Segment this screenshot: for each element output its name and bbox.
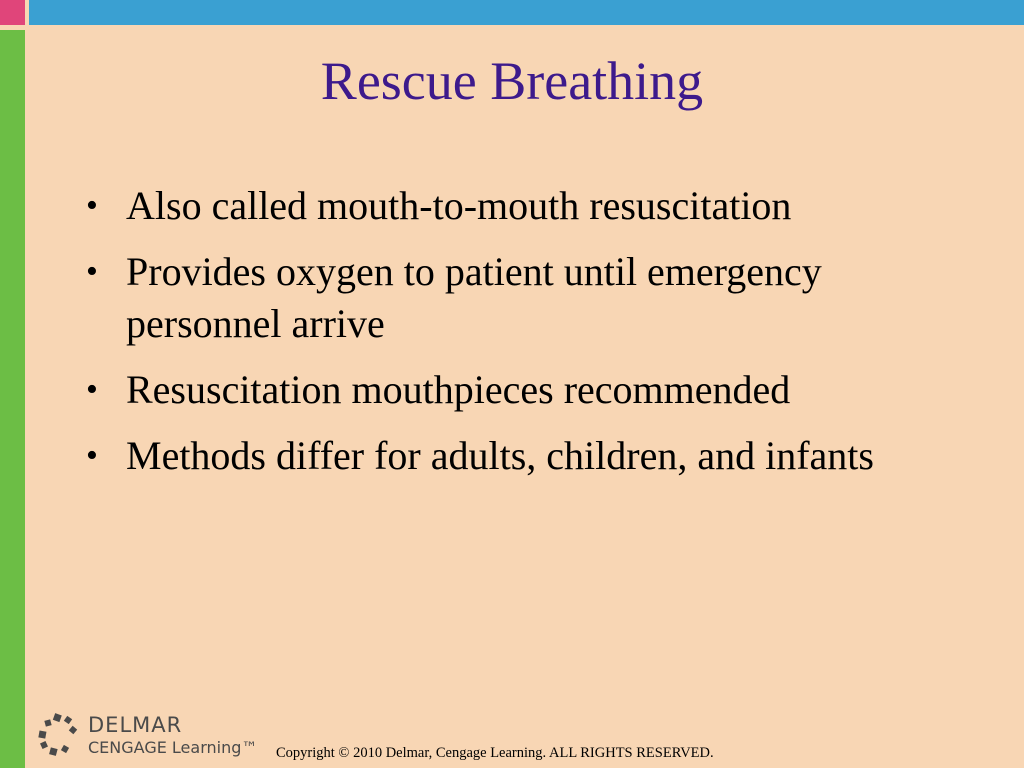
bullet-item — [84, 364, 944, 416]
left-bar-gap — [25, 30, 29, 768]
bullet-text: Also called mouth-to-mouth resuscitation — [126, 183, 792, 228]
bullet-item — [84, 246, 944, 350]
corner-accent — [0, 0, 25, 25]
bullet-marker: • — [86, 437, 98, 474]
bullet-text: Resuscitation mouthpieces recommended — [126, 367, 791, 412]
left-accent-bar — [0, 30, 25, 768]
logo-wordmark-cengage: CENGAGE Learning™ — [88, 738, 258, 757]
bullet-item — [84, 180, 944, 232]
top-accent-bar — [29, 0, 1024, 25]
publisher-logo — [36, 712, 272, 762]
bullet-text: Provides oxygen to patient until emergency personnel arrive — [126, 249, 822, 346]
slide-title: Rescue Breathing — [320, 51, 704, 111]
bullet-list — [84, 180, 944, 496]
copyright-notice: Copyright © 2010 Delmar, Cengage Learning. ALL RIGHTS RESERVED. — [276, 745, 714, 761]
bullet-item — [84, 430, 944, 482]
bullet-marker: • — [86, 253, 98, 290]
delmar-logo-icon — [36, 712, 82, 758]
logo-wordmark-delmar: DELMAR — [88, 713, 183, 737]
bullet-marker: • — [86, 371, 98, 408]
top-bar-gap — [0, 25, 1024, 30]
bullet-text: Methods differ for adults, children, and infants — [126, 433, 874, 478]
bullet-marker: • — [86, 187, 98, 224]
